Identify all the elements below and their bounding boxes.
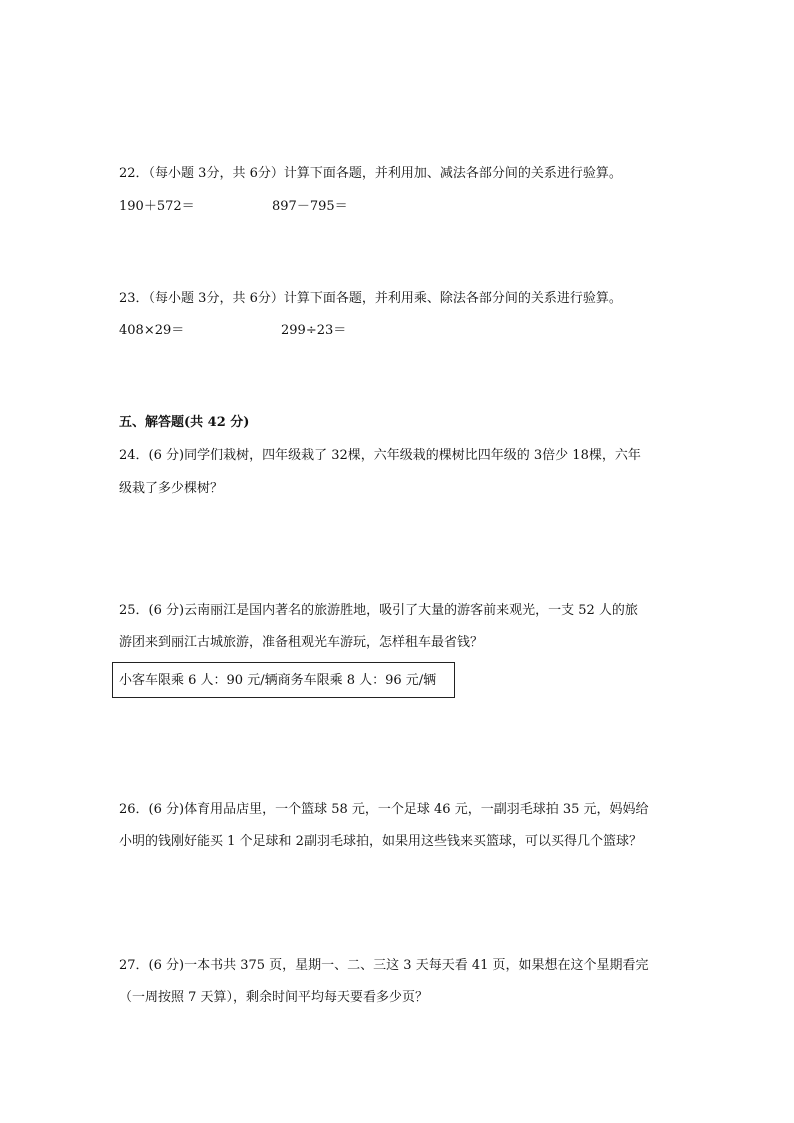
question-25-line-1: 25．(6 分)云南丽江是国内著名的旅游胜地，吸引了大量的游客前来观光，一支 52 人的旅 xyxy=(119,603,638,618)
question-26-line-1: 26．(6 分)体育用品店里，一个篮球 58 元，一个足球 46 元，一副羽毛球拍 35 元，妈妈给 xyxy=(119,802,649,817)
vehicle-rental-info-text: 小客车限乘 6 人：90 元/辆商务车限乘 8 人：96 元/辆 xyxy=(119,673,437,688)
question-27-line-1: 27．(6 分)一本书共 375 页，星期一、二、三这 3 天每天看 41 页，如果想在这个星期看完 xyxy=(119,958,649,973)
question-22-prompt: 22．（每小题 3分，共 6分）计算下面各题，并利用加、减法各部分间的关系进行验算。 xyxy=(119,166,622,181)
question-25-line-2: 游团来到丽江古城旅游，准备租观光车游玩，怎样租车最省钱？ xyxy=(119,635,484,650)
vehicle-rental-info-box xyxy=(112,662,455,698)
question-23-expression-2: 299÷23＝ xyxy=(281,323,347,338)
question-24-line-2: 级栽了多少棵树？ xyxy=(119,481,224,496)
question-24-line-1: 24．(6 分)同学们栽树，四年级栽了 32棵，六年级栽的棵树比四年级的 3倍少 18棵，六年 xyxy=(119,448,641,463)
question-22-expression-2: 897－795＝ xyxy=(272,199,348,214)
question-22-expression-1: 190＋572＝ xyxy=(119,199,195,214)
question-26-line-2: 小明的钱刚好能买 1 个足球和 2副羽毛球拍，如果用这些钱来买篮球，可以买得几个篮球？ xyxy=(119,834,642,849)
question-23-expression-1: 408×29＝ xyxy=(119,323,185,338)
section-5-heading: 五、解答题(共 42 分) xyxy=(119,415,250,430)
question-23-prompt: 23．（每小题 3分，共 6分）计算下面各题，并利用乘、除法各部分间的关系进行验算。 xyxy=(119,291,622,306)
question-27-line-2: （一周按照 7 天算），剩余时间平均每天要看多少页？ xyxy=(119,990,429,1005)
